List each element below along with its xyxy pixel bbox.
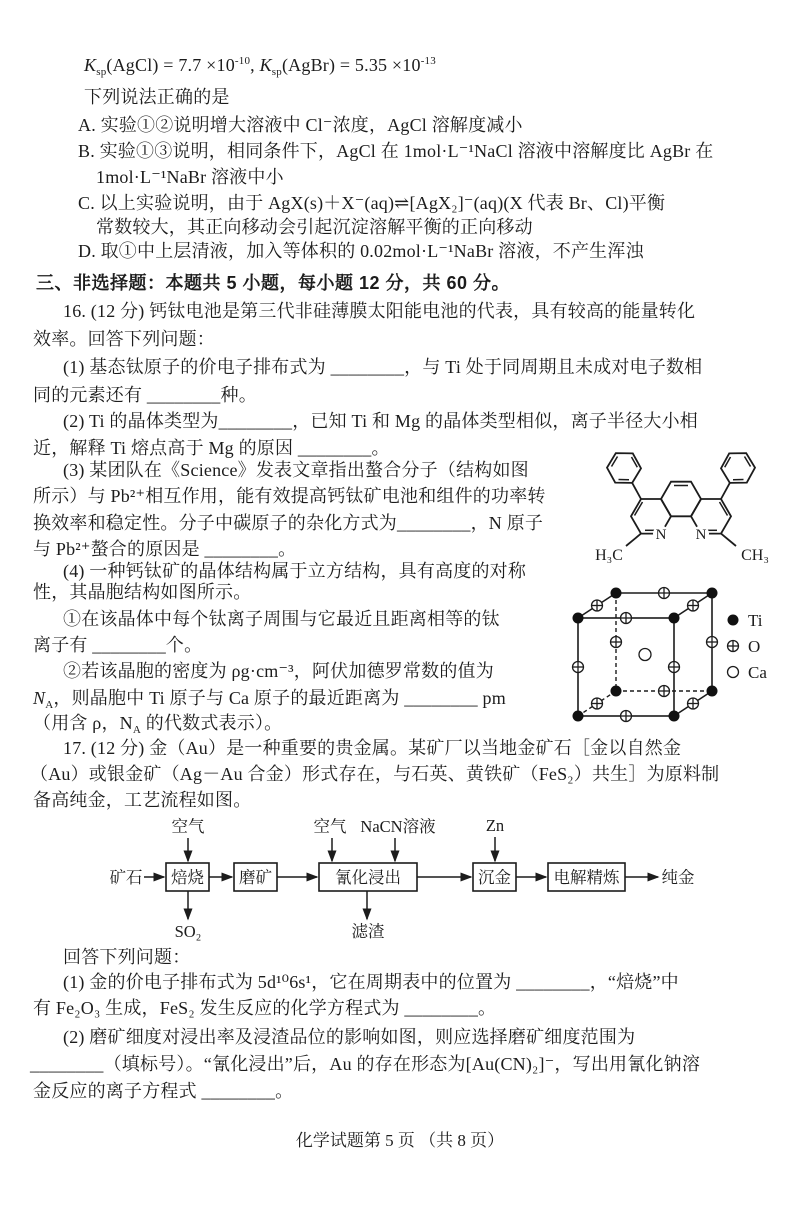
cyanide-leaching-label: 氰化浸出	[335, 868, 401, 887]
q15-option-d: D. 取①中上层清液，加入等体积的 0.02mol·L⁻¹NaBr 溶液，不产生浑浊	[78, 241, 644, 261]
flow-nacn-input-label: NaCN溶液	[360, 817, 436, 836]
phenyl-ring-right	[721, 453, 755, 483]
o-atom	[659, 588, 670, 599]
q17-answer2-line1: (2) 磨矿细度对浸出率及浸渣品位的影响如图，则应选择磨矿细度范围为	[63, 1027, 636, 1047]
q16-sub1-line1: ①在该晶体中每个钛离子周围与它最近且距离相等的钛	[63, 609, 500, 629]
avogadro-symbol: N	[33, 688, 46, 708]
phenyl-ring-left	[607, 453, 641, 483]
crystal-legend	[728, 611, 768, 682]
q15-stem: 下列说法正确的是	[84, 87, 230, 107]
q16-part3-line2: 所示）与 Pb²⁺相互作用，能有效提高钙钛矿电池和组件的功率转	[33, 486, 546, 506]
q16-part1-line1: (1) 基态钛原子的价电子排布式为 ________，与 Ti 处于同周期且未成对电子数相	[63, 357, 703, 377]
flow-input-label: 矿石	[109, 868, 143, 887]
q16-intro-line2: 效率。回答下列问题：	[33, 329, 215, 349]
q17-answer1-line2: 有 Fe₂O₃ 生成，FeS₂ 发生反应的化学方程式为 ________。	[33, 998, 497, 1018]
q16-part3-line4: 与 Pb²⁺螯合的原因是 ________。	[33, 539, 297, 559]
o-atom	[621, 711, 632, 722]
o-atom	[592, 600, 603, 611]
q16-sub2-line1: ②若该晶胞的密度为 ρg·cm⁻³，阿伏加德罗常数的值为	[63, 661, 494, 681]
q15-option-a: A. 实验①②说明增大溶液中 Cl⁻浓度，AgCl 溶解度减小	[78, 115, 523, 135]
o-atom	[621, 613, 632, 624]
o-atom	[688, 600, 699, 611]
ksp-values-line: $K_{sp}(AgCl) = 7.7 \times 10^{-10}$, $K_{sp}(AgBr) = 5.35 \times 10^{-13}$	[84, 55, 436, 78]
ksp-symbol: K	[84, 55, 97, 75]
q17-intro-line1: 17. (12 分) 金（Au）是一种重要的贵金属。某矿厂以当地金矿石［金以自然金	[63, 738, 682, 758]
flow-zn-input-label: Zn	[485, 816, 505, 835]
q16-part4-line2: 性，其晶胞结构如图所示。	[33, 582, 252, 602]
q16-part1-line2: 同的元素还有 ________种。	[33, 385, 257, 405]
gold-precipitation-label: 沉金	[478, 868, 511, 887]
ksp-symbol: K	[259, 55, 272, 75]
flow-filter-residue-label: 滤渣	[351, 922, 385, 941]
q16-sub2-line2: $N_A$，则晶胞中 Ti 原子与 Ca 原子的最近距离为 ________ pm	[33, 688, 506, 711]
q17-answer-head: 回答下列问题：	[63, 947, 191, 967]
grinding-label: 磨矿	[239, 868, 272, 887]
q17-answer2-line2: ________（填标号）。“氰化浸出”后，Au 的存在形态为[Au(CN)₂]⁻，写出用氰化钠溶	[30, 1054, 701, 1074]
electrorefining-label: 电解精炼	[553, 868, 620, 887]
flow-air-input-label: 空气	[313, 817, 347, 836]
methyl-group-label: H₃C	[595, 547, 623, 564]
q16-part2-line1: (2) Ti 的晶体类型为________，已知 Ti 和 Mg 的晶体类型相似，离子半径大小相	[63, 411, 698, 431]
phenanthroline-rings	[607, 453, 755, 546]
legend-ti-label: Ti	[748, 611, 763, 630]
gold-refining-process-flow	[60, 813, 760, 945]
q15-option-b-line2: 1mol·L⁻¹NaBr 溶液中小	[96, 167, 284, 187]
nitrogen-atom-label: N	[655, 527, 667, 543]
q16-part3-line3: 换效率和稳定性。分子中碳原子的杂化方式为________，N 原子	[33, 513, 544, 533]
chelating-molecule-structure	[588, 444, 800, 584]
page-footer: 化学试题第 5 页 （共 8 页）	[295, 1131, 505, 1150]
o-atom	[707, 637, 718, 648]
legend-ca-label: Ca	[748, 663, 767, 682]
legend-ca-symbol	[728, 667, 739, 678]
q16-intro-line1: 16. (12 分) 钙钛电池是第三代非硅薄膜太阳能电池的代表，具有较高的能量转化	[63, 301, 696, 321]
flow-air-input-label: 空气	[171, 817, 205, 836]
section-3-header: 三、非选择题：本题共 5 小题，每小题 12 分，共 60 分。	[36, 273, 511, 293]
flow-so2-output-label: SO₂	[174, 922, 202, 941]
q16-part4-line1: (4) 一种钙钛矿的晶体结构属于立方结构，具有高度的对称	[63, 561, 527, 581]
q17-intro-line2: （Au）或银金矿（Ag－Au 合金）形式存在，与石英、黄铁矿（FeS₂）共生］为原料制	[30, 764, 720, 784]
o-atom	[573, 662, 584, 673]
o-atom	[592, 698, 603, 709]
q15-option-c-line2: 常数较大，其正向移动会引起沉淀溶解平衡的正向移动	[96, 217, 533, 237]
o-atom	[611, 637, 622, 648]
perovskite-unit-cell-figure	[560, 580, 800, 744]
q15-option-b-line1: B. 实验①③说明，相同条件下，AgCl 在 1mol·L⁻¹NaCl 溶液中溶解度比 AgBr 在	[78, 141, 714, 161]
q16-part2-line2: 近，解释 Ti 熔点高于 Mg 的原因 ________。	[33, 438, 390, 458]
q15-option-c-line1: C. 以上实验说明，由于 AgX(s)＋X⁻(aq)⇌[AgX₂]⁻(aq)(X 代表 Br、Cl)平衡	[78, 193, 666, 213]
o-atom	[688, 698, 699, 709]
o-atom	[669, 662, 680, 673]
legend-o-symbol	[728, 641, 739, 652]
q16-part3-line1: (3) 某团队在《Science》发表文章指出螯合分子（结构如图	[63, 460, 529, 480]
q17-answer1-line1: (1) 金的价电子排布式为 5d¹⁰6s¹，它在周期表中的位置为 ________，“焙烧”中	[63, 972, 679, 992]
legend-o-label: O	[748, 637, 761, 656]
legend-ti-symbol	[728, 615, 739, 626]
ca-center-atom	[639, 649, 651, 661]
q16-sub1-line2: 离子有 ________个。	[33, 635, 203, 655]
methyl-group-label: CH₃	[741, 547, 769, 564]
o-atom	[659, 686, 670, 697]
q17-answer2-line3: 金反应的离子方程式 ________。	[33, 1081, 294, 1101]
q16-sub2-line3: （用含 ρ，$N_A$ 的代数式表示）。	[33, 713, 283, 736]
nitrogen-atom-label: N	[695, 527, 707, 543]
roasting-label: 焙烧	[171, 868, 204, 887]
flow-output-label: 纯金	[661, 868, 695, 887]
q17-intro-line3: 备高纯金，工艺流程如图。	[33, 790, 252, 810]
